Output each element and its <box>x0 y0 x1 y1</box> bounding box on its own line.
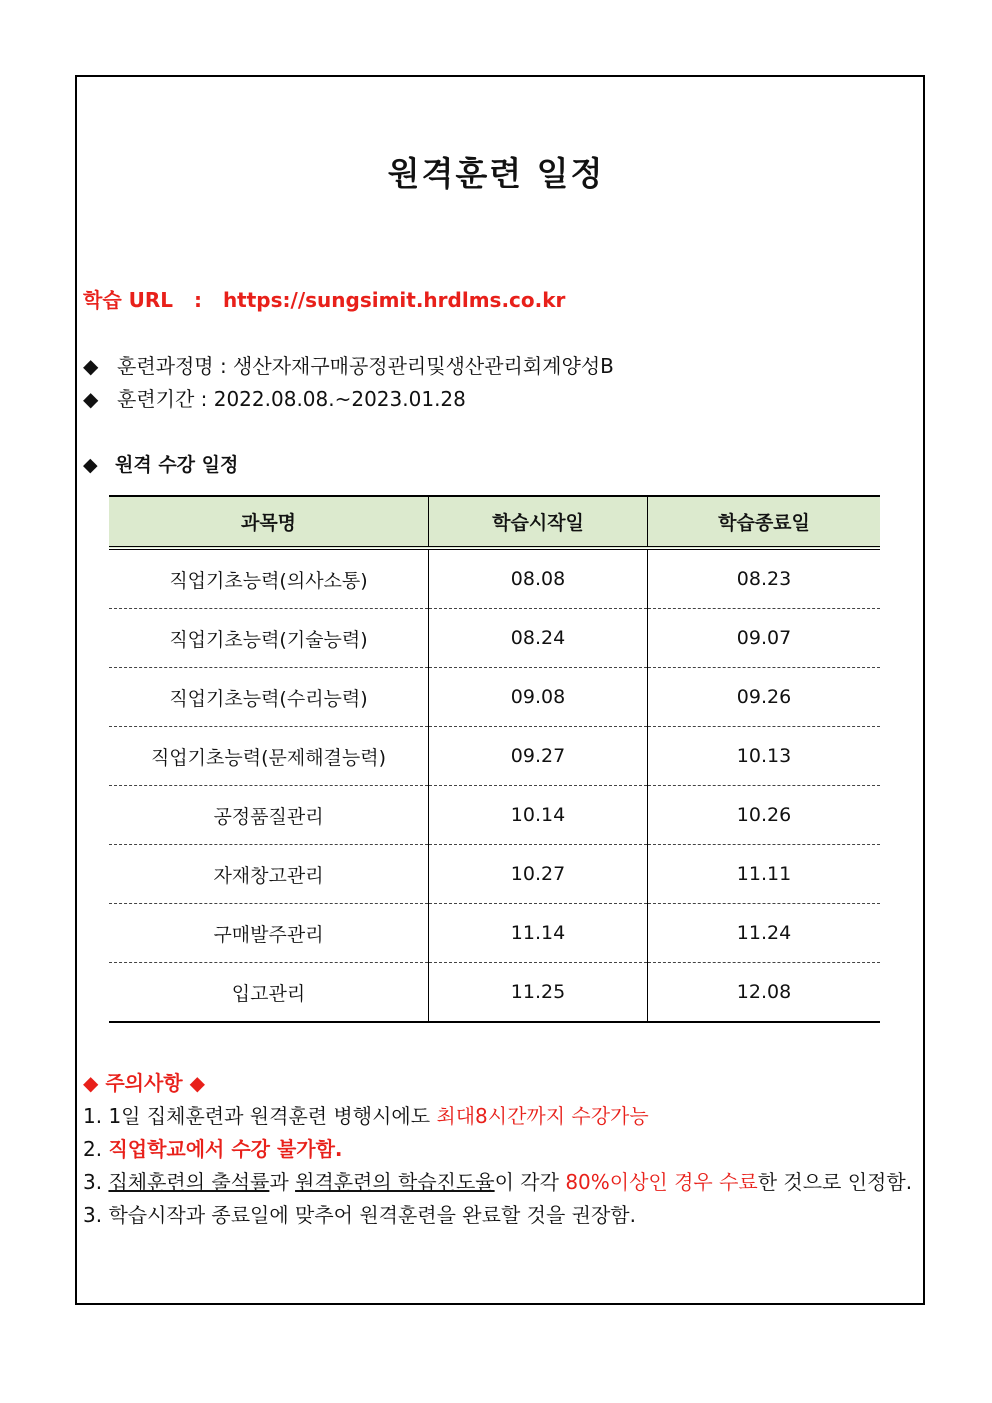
note-3-progress: 원격훈련의 학습진도율 <box>295 1170 495 1194</box>
start-date-cell: 08.08 <box>429 548 648 609</box>
start-date-cell: 08.24 <box>429 609 648 668</box>
start-date-cell: 09.27 <box>429 727 648 786</box>
end-date-cell: 09.26 <box>648 668 881 727</box>
note-3-highlight: 80%이상인 경우 수료 <box>565 1170 758 1194</box>
end-date-cell: 11.11 <box>648 845 881 904</box>
url-label: 학습 URL <box>83 288 173 312</box>
note-3-suffix: 한 것으로 인정함. <box>757 1170 913 1194</box>
start-date-cell: 11.25 <box>429 963 648 1023</box>
start-date-cell: 11.14 <box>429 904 648 963</box>
start-date-cell: 10.14 <box>429 786 648 845</box>
table-row <box>109 845 880 904</box>
diamond-bullet-icon: ◆ <box>83 387 99 411</box>
header-end-date: 학습종료일 <box>648 496 881 548</box>
note-item-4: 3. 학습시작과 종료일에 맞추어 원격훈련을 완료할 것을 권장함. <box>83 1203 636 1227</box>
table-header-row <box>109 496 880 548</box>
course-name-text: 훈련과정명 : 생산자재구매공정관리및생산관리회계양성B <box>117 354 614 378</box>
end-date-cell: 08.23 <box>648 548 881 609</box>
end-date-cell: 10.26 <box>648 786 881 845</box>
table-row <box>109 668 880 727</box>
table-row <box>109 786 880 845</box>
note-item-1 <box>83 1101 912 1134</box>
table-row <box>109 609 880 668</box>
note-2-text: 직업학교에서 수강 불가함. <box>108 1137 343 1161</box>
page-title: 원격훈련 일정 <box>387 154 605 193</box>
note-3-mid1: 과 <box>269 1170 296 1194</box>
course-period-line <box>83 383 466 412</box>
note-item-2 <box>83 1134 912 1167</box>
table-row <box>109 727 880 786</box>
start-date-cell: 09.08 <box>429 668 648 727</box>
table-row <box>109 963 880 1023</box>
header-subject: 과목명 <box>109 496 429 548</box>
subject-cell: 직업기초능력(문제해결능력) <box>109 727 429 786</box>
note-3-attendance: 집체훈련의 출석률 <box>108 1170 270 1194</box>
subject-cell: 직업기초능력(기술능력) <box>109 609 429 668</box>
diamond-bullet-icon: ◆ <box>83 354 99 378</box>
header-start-date: 학습시작일 <box>429 496 648 548</box>
start-date-cell: 10.27 <box>429 845 648 904</box>
course-period-text: 훈련기간 : 2022.08.08.~2023.01.28 <box>117 387 466 411</box>
end-date-cell: 10.13 <box>648 727 881 786</box>
note-2-number: 2. <box>83 1137 109 1161</box>
subject-cell: 직업기초능력(의사소통) <box>109 548 429 609</box>
table-row <box>109 904 880 963</box>
note-item-3 <box>83 1167 912 1200</box>
schedule-heading <box>83 450 238 477</box>
subject-cell: 직업기초능력(수리능력) <box>109 668 429 727</box>
note-3-number: 3. <box>83 1170 109 1194</box>
notes-heading: ◆ 주의사항 ◆ <box>83 1071 205 1095</box>
schedule-table <box>109 495 880 1023</box>
subject-cell: 공정품질관리 <box>109 786 429 845</box>
subject-cell: 입고관리 <box>109 963 429 1023</box>
schedule-heading-text: 원격 수강 일정 <box>115 454 239 476</box>
note-3-mid2: 이 각각 <box>494 1170 566 1194</box>
end-date-cell: 12.08 <box>648 963 881 1023</box>
note-1-text: 1. 1일 집체훈련과 원격훈련 병행시에도 <box>83 1104 437 1128</box>
end-date-cell: 11.24 <box>648 904 881 963</box>
end-date-cell: 09.07 <box>648 609 881 668</box>
subject-cell: 구매발주관리 <box>109 904 429 963</box>
course-name-line <box>83 350 614 379</box>
table-row <box>109 548 880 609</box>
note-1-highlight: 최대8시간까지 수강가능 <box>436 1104 649 1128</box>
url-link[interactable]: https://sungsimit.hrdlms.co.kr <box>222 288 566 312</box>
url-separator: : <box>193 288 202 312</box>
subject-cell: 자재창고관리 <box>109 845 429 904</box>
notes-section <box>83 1068 912 1233</box>
diamond-bullet-icon: ◆ <box>83 454 98 476</box>
learning-url-line <box>83 284 565 313</box>
